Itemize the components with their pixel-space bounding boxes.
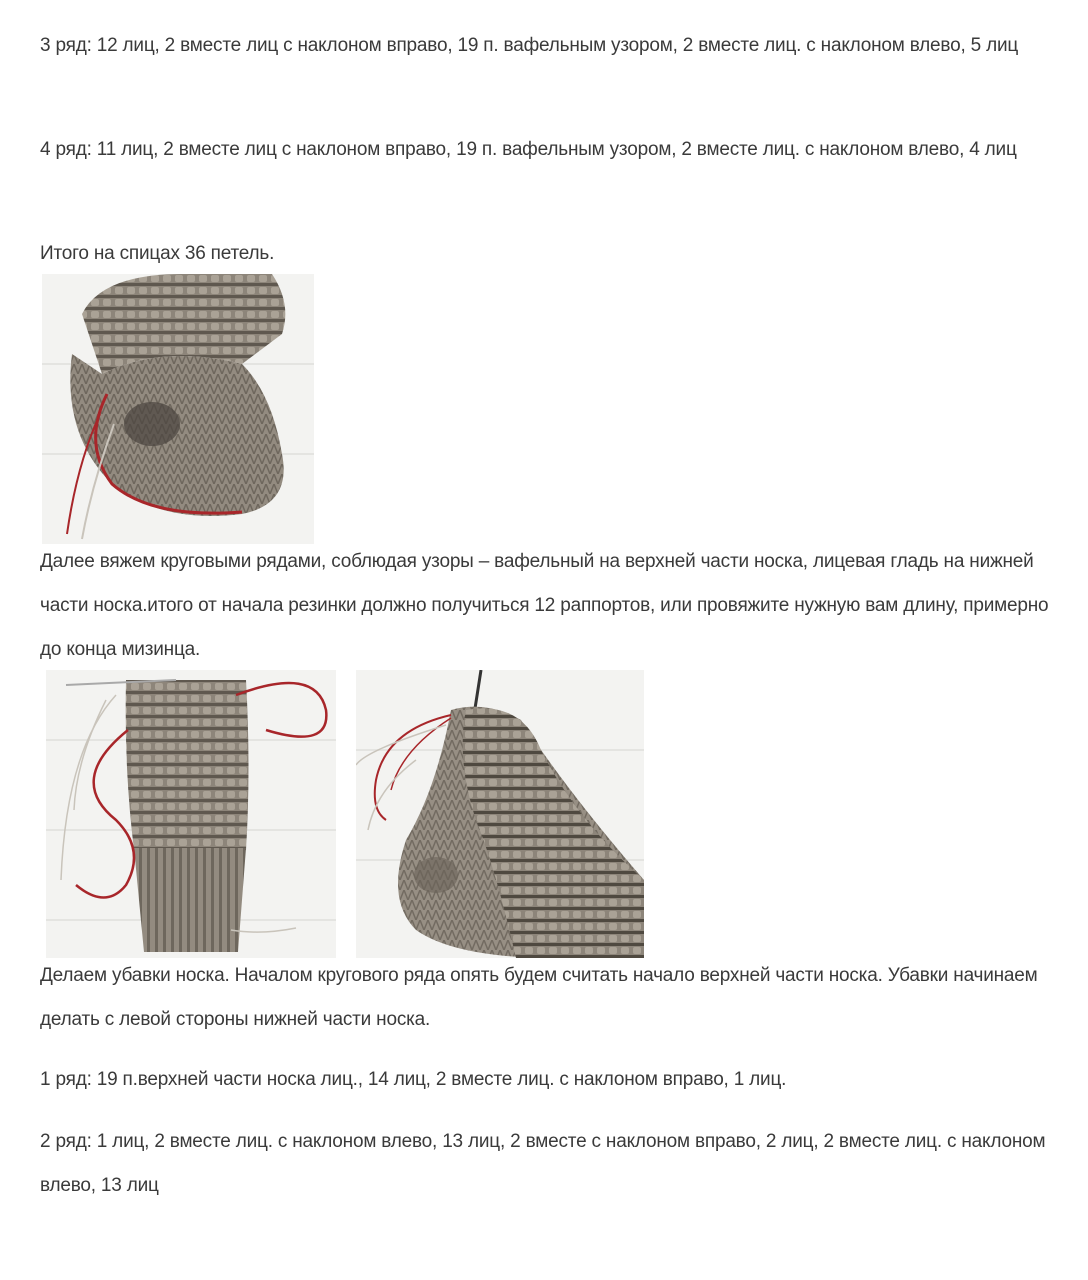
- continue-knitting-text: Далее вяжем круговыми рядами, соблюдая узоры – вафельный на верхней части носка, лицевая гладь на нижней части носка.итого от начала резинки должно получиться 12 раппортов, или провяжите нужную вам длину, примерно до конца мизинца.: [40, 551, 1049, 660]
- row-3-instruction: 3 ряд: 12 лиц, 2 вместе лиц с наклоном вправо, 19 п. вафельным узором, 2 вместе лиц. с наклоном влево, 5 лиц: [40, 35, 1019, 56]
- sock-flat-photo: [46, 670, 336, 958]
- sock-side-photo: [356, 670, 644, 958]
- row-2-instruction: 2 ряд: 1 лиц, 2 вместе лиц. с наклоном влево, 13 лиц, 2 вместе с наклоном вправо, 2 лиц, 2 вместе лиц. с наклоном влево, 13 лиц: [40, 1131, 1046, 1196]
- sock-heel-photo: [42, 274, 314, 544]
- decrease-text: Делаем убавки носка. Началом кругового ряда опять будем считать начало верхней части носка. Убавки начинаем делать с левой стороны нижней части носка.: [40, 965, 1038, 1030]
- total-stitches-text: Итого на спицах 36 петель.: [40, 243, 275, 264]
- row-1-instruction: 1 ряд: 19 п.верхней части носка лиц., 14 лиц, 2 вместе лиц. с наклоном вправо, 1 лиц.: [40, 1069, 787, 1090]
- row-4-instruction: 4 ряд: 11 лиц, 2 вместе лиц с наклоном вправо, 19 п. вафельным узором, 2 вместе лиц. с наклоном влево, 4 лиц: [40, 139, 1017, 160]
